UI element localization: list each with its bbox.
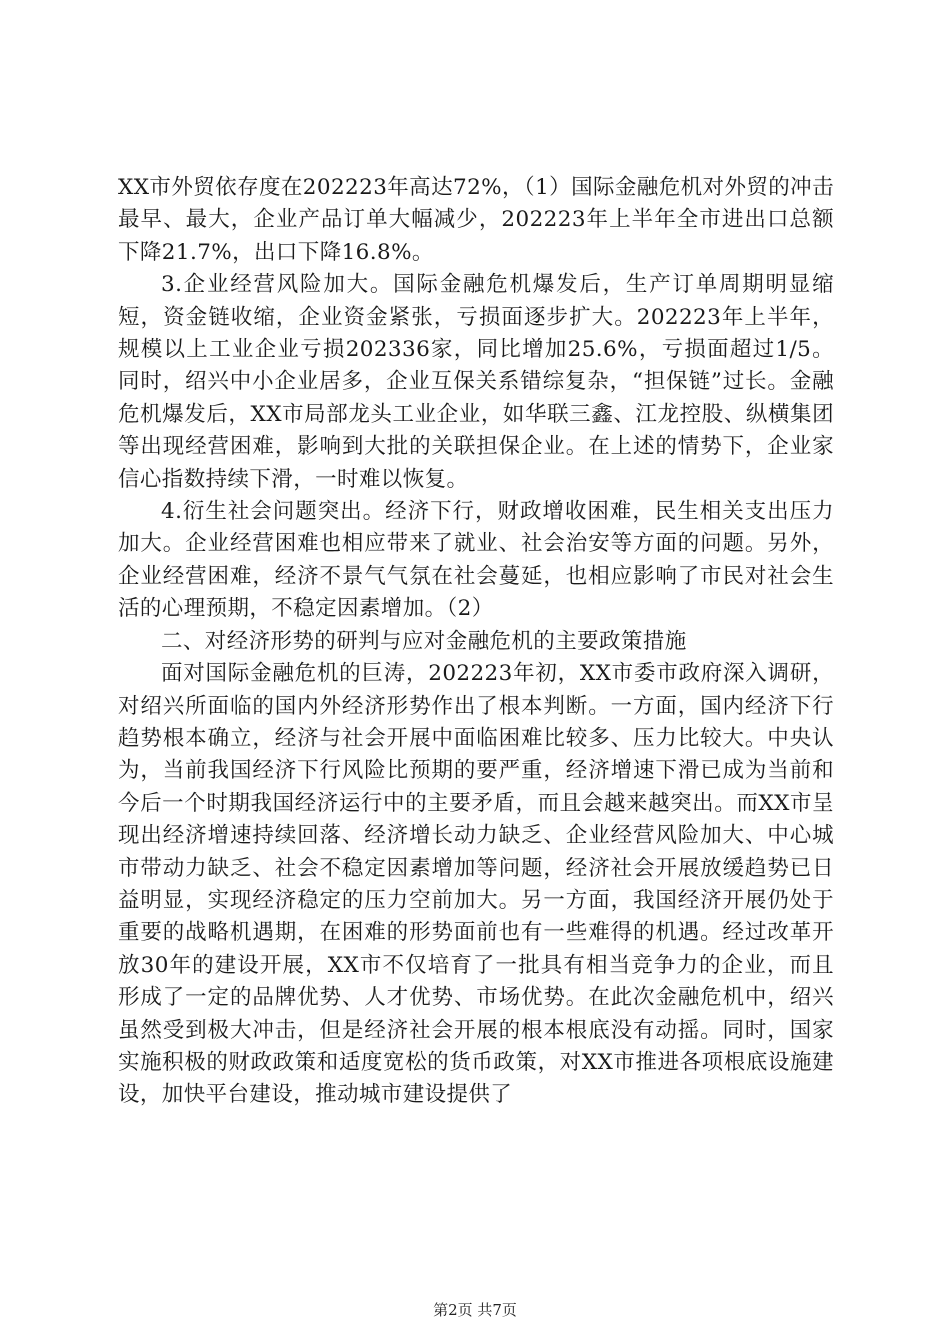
- section-heading: 二、对经济形势的研判与应对金融危机的主要政策措施: [161, 628, 687, 654]
- paragraph-foreign-trade: XX市外贸依存度在202223年高达72%，（1）国际金融危机对外贸的冲击最早、最大，企业产品订单大幅减少，202223年上半年全市进出口总额下降21.7%，出口下降16.8%。: [118, 175, 834, 265]
- paragraph-social-issues: 4.衍生社会问题突出。经济下行，财政增收困难，民生相关支出压力加大。企业经营困难也相应带来了就业、社会治安等方面的问题。另外，企业经营困难，经济不景气气氛在社会蔓延，也相应影响了市民对社会生活的心理预期，不稳定因素增加。（2）: [118, 499, 834, 622]
- paragraph-business-risk: 3.企业经营风险加大。国际金融危机爆发后，生产订单周期明显缩短，资金链收缩，企业资金紧张，亏损面逐步扩大。202223年上半年，规模以上工业企业亏损202336家，同比增加25.6%，亏损面超过1/5。同时，绍兴中小企业居多，企业互保关系错综复杂，“担保链”过长。金融危机爆发后，XX市局部龙头工业企业，如华联三鑫、江龙控股、纵横集团等出现经营困难，影响到大批的关联担保企业。在上述的情势下，企业家信心指数持续下滑，一时难以恢复。: [118, 272, 834, 492]
- page-number-footer: 第2页 共7页: [433, 1301, 517, 1319]
- paragraph-economic-judgment: 面对国际金融危机的巨涛，202223年初，XX市委市政府深入调研，对绍兴所面临的国内外经济形势作出了根本判断。一方面，国内经济下行趋势根本确立，经济与社会开展中面临困难比较多、压力比较大。中央认为，当前我国经济下行风险比预期的要严重，经济增速下滑已成为当前和今后一个时期我国经济运行中的主要矛盾，而且会越来越突出。而XX市呈现出经济增速持续回落、经济增长动力缺乏、企业经营风险加大、中心城市带动力缺乏、社会不稳定因素增加等问题，经济社会开展放缓趋势已日益明显，实现经济稳定的压力空前加大。另一方面，我国经济开展仍处于重要的战略机遇期，在困难的形势面前也有一些难得的机遇。经过改革开放30年的建设开展，XX市不仅培育了一批具有相当竞争力的企业，而且形成了一定的品牌优势、人才优势、市场优势。在此次金融危机中，绍兴虽然受到极大冲击，但是经济社会开展的根本根底没有动摇。同时，国家实施积极的财政政策和适度宽松的货币政策，对XX市推进各项根底设施建设，加快平台建设，推动城市建设提供了: [118, 661, 834, 1108]
- body-text: [118, 172, 834, 1112]
